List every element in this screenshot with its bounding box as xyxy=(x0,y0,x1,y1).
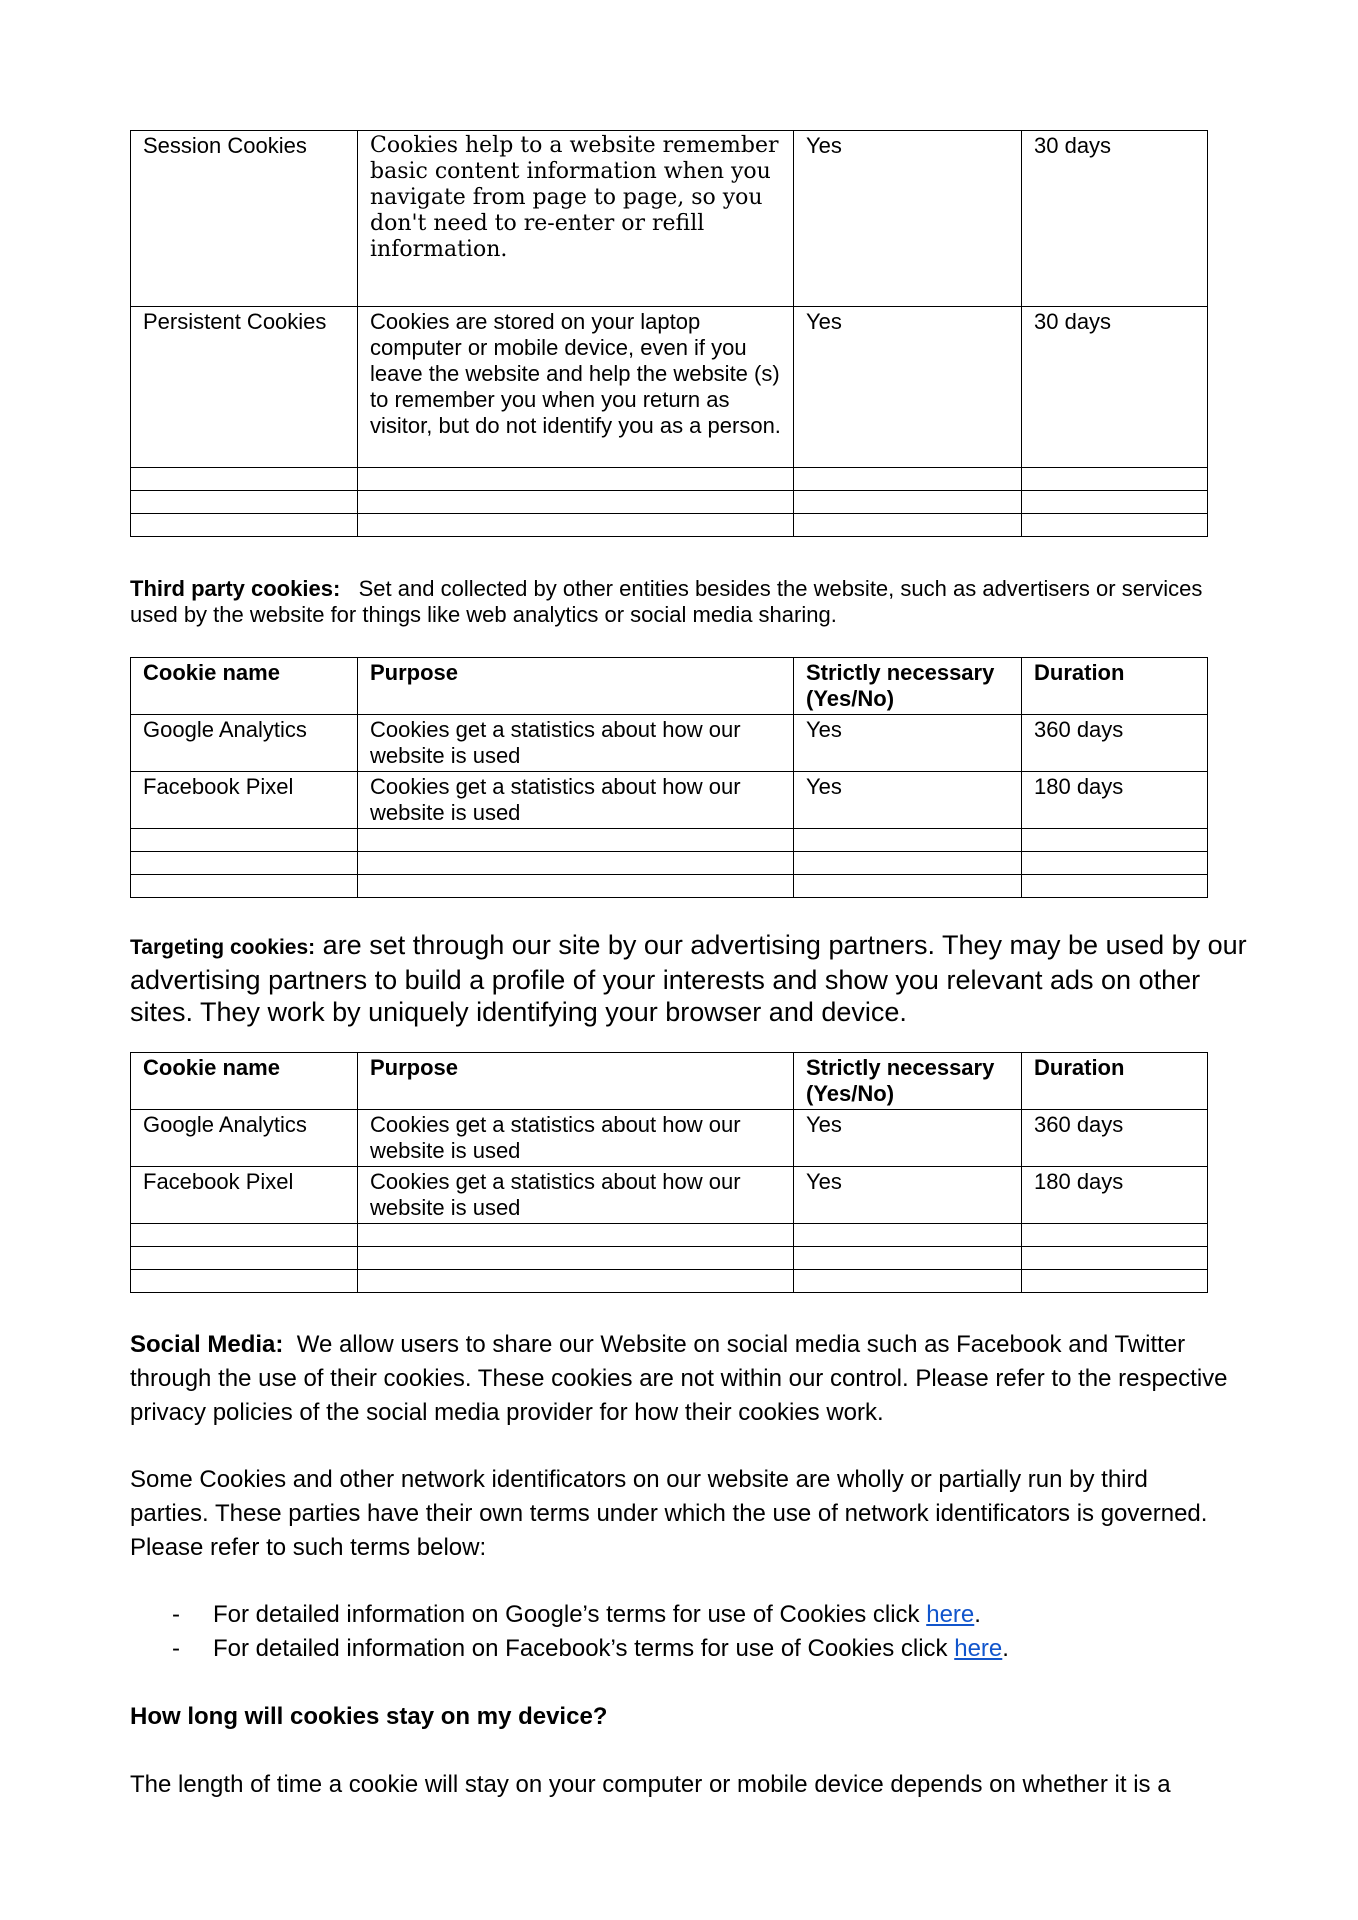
first-party-cookie-table xyxy=(130,130,1208,537)
empty-row xyxy=(131,875,1208,898)
table-row xyxy=(131,715,1208,772)
bullet-end: . xyxy=(1002,1635,1009,1662)
duration-cell: 180 days xyxy=(1022,1167,1208,1224)
third-party-paragraph xyxy=(130,576,1230,628)
section-heading: How long will cookies stay on my device? xyxy=(130,1703,608,1730)
purpose-cell: Cookies are stored on your laptop computer or mobile device, even if you leave the website and help the website (s) to remember you when you return as visitor, but do not identify you as a person. xyxy=(358,307,794,468)
header-cookie-name: Cookie name xyxy=(131,658,358,715)
table-header-row xyxy=(131,658,1208,715)
necessary-cell: Yes xyxy=(794,715,1022,772)
purpose-cell: Cookies get a statistics about how our website is used xyxy=(358,1167,794,1224)
targeting-heading: Targeting cookies: xyxy=(130,936,316,959)
header-duration: Duration xyxy=(1022,658,1208,715)
facebook-terms-link[interactable]: here xyxy=(954,1635,1003,1662)
google-terms-link[interactable]: here xyxy=(926,1601,975,1628)
header-necessary: Strictly necessary (Yes/No) xyxy=(794,658,1022,715)
empty-row xyxy=(131,468,1208,491)
empty-row xyxy=(131,1247,1208,1270)
social-media-paragraph xyxy=(130,1328,1230,1430)
targeting-text: are set through our site by our advertising partners. They may be used by our advertising partners to build a profile of your interests and show you relevant ads on other sites. They work by uniquely identifying your browser and device. xyxy=(130,930,1247,1027)
purpose-cell: Cookies get a statistics about how our website is used xyxy=(358,715,794,772)
purpose-cell: Cookies help to a website remember basic content information when you navigate from page to page, so you don't need to re-enter or refill information. xyxy=(358,131,794,307)
bullet-item-google xyxy=(213,1598,981,1632)
header-purpose: Purpose xyxy=(358,1053,794,1110)
cookie-name-cell: Facebook Pixel xyxy=(131,1167,358,1224)
third-party-heading: Third party cookies: xyxy=(130,576,341,601)
empty-row xyxy=(131,1224,1208,1247)
empty-row xyxy=(131,514,1208,537)
targeting-cookie-table xyxy=(130,1052,1208,1293)
duration-cell: 180 days xyxy=(1022,772,1208,829)
cookie-name-cell: Facebook Pixel xyxy=(131,772,358,829)
table-row xyxy=(131,1110,1208,1167)
duration-paragraph: The length of time a cookie will stay on your computer or mobile device depends on whether it is a xyxy=(130,1771,1171,1798)
table-row xyxy=(131,772,1208,829)
empty-row xyxy=(131,491,1208,514)
necessary-cell: Yes xyxy=(794,131,1022,307)
bullet-item-facebook xyxy=(213,1632,1009,1666)
bullet-text: For detailed information on Facebook’s terms for use of Cookies click xyxy=(213,1635,955,1662)
third-party-cookie-table xyxy=(130,657,1208,898)
purpose-cell: Cookies get a statistics about how our website is used xyxy=(358,1110,794,1167)
duration-cell: 360 days xyxy=(1022,715,1208,772)
cookie-name-cell: Session Cookies xyxy=(131,131,358,307)
duration-cell: 30 days xyxy=(1022,131,1208,307)
cookie-name-cell: Google Analytics xyxy=(131,715,358,772)
header-cookie-name: Cookie name xyxy=(131,1053,358,1110)
social-media-text: We allow users to share our Website on social media such as Facebook and Twitter through the use of their cookies. These cookies are not within our control. Please refer to the respective privacy policies of the social media provider for how their cookies work. xyxy=(130,1331,1228,1426)
header-duration: Duration xyxy=(1022,1053,1208,1110)
purpose-cell: Cookies get a statistics about how our website is used xyxy=(358,772,794,829)
necessary-cell: Yes xyxy=(794,1110,1022,1167)
social-media-heading: Social Media: xyxy=(130,1331,284,1358)
empty-row xyxy=(131,829,1208,852)
table-row xyxy=(131,1167,1208,1224)
targeting-paragraph xyxy=(130,929,1250,1028)
table-row xyxy=(131,131,1208,307)
cookie-name-cell: Persistent Cookies xyxy=(131,307,358,468)
bullet-text: For detailed information on Google’s terms for use of Cookies click xyxy=(213,1601,927,1628)
empty-row xyxy=(131,852,1208,875)
header-necessary: Strictly necessary (Yes/No) xyxy=(794,1053,1022,1110)
cookie-name-cell: Google Analytics xyxy=(131,1110,358,1167)
third-party-text: Set and collected by other entities besides the website, such as advertisers or services used by the website for things like web analytics or social media sharing. xyxy=(130,576,1203,627)
necessary-cell: Yes xyxy=(794,307,1022,468)
header-purpose: Purpose xyxy=(358,658,794,715)
bullet-end: . xyxy=(974,1601,981,1628)
necessary-cell: Yes xyxy=(794,772,1022,829)
table-row xyxy=(131,307,1208,468)
bullet-marker: - xyxy=(172,1601,180,1628)
duration-cell: 30 days xyxy=(1022,307,1208,468)
table-header-row xyxy=(131,1053,1208,1110)
empty-row xyxy=(131,1270,1208,1293)
duration-cell: 360 days xyxy=(1022,1110,1208,1167)
necessary-cell: Yes xyxy=(794,1167,1022,1224)
bullet-marker: - xyxy=(172,1635,180,1662)
network-paragraph: Some Cookies and other network identificators on our website are wholly or partially run by third parties. These parties have their own terms under which the use of network identificators is governed. Please refer to such terms below: xyxy=(130,1466,1208,1561)
